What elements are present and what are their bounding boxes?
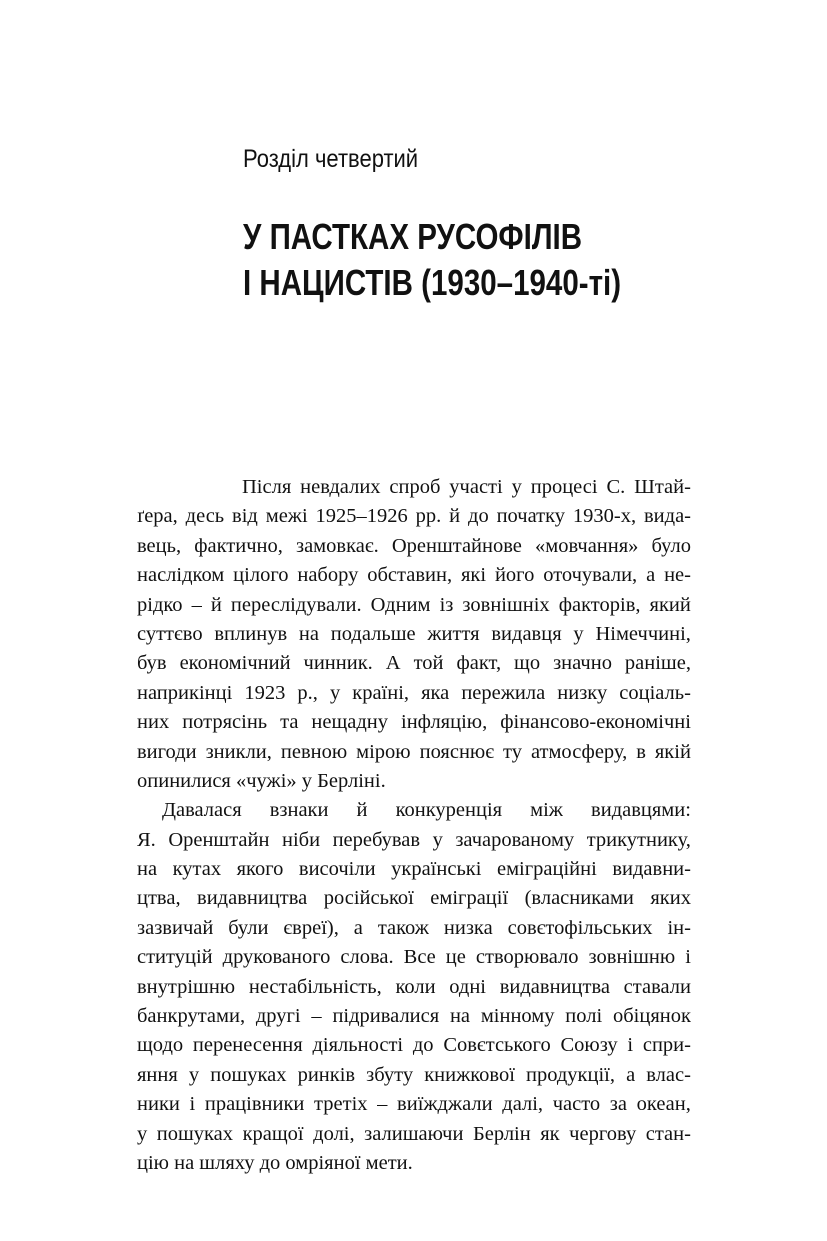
paragraph-line: зазвичай були євреї), а також низка совєтофільських ін- — [137, 916, 691, 939]
chapter-label: Розділ четвертий — [243, 145, 419, 173]
paragraph-line: Я. Оренштайн ніби перебував у зачарованому трикутнику, — [137, 828, 691, 851]
body-text — [137, 473, 691, 1178]
paragraph-line: вець, фактично, замовкає. Оренштайнове «мовчання» було — [137, 534, 691, 557]
paragraph-line: щодо перенесення діяльності до Совєтського Союзу і спри- — [137, 1034, 691, 1057]
paragraph-line: ституцій друкованого слова. Все це створювало зовнішню і — [137, 946, 691, 969]
paragraph-line: наслідком цілого набору обставин, які його оточували, а не- — [137, 564, 691, 587]
paragraph-line: цію на шляху до омріяної мети. — [137, 1151, 413, 1174]
chapter-title-line: У ПАСТКАХ РУСОФІЛІВ — [243, 216, 583, 257]
paragraph-line: внутрішню нестабільність, коли одні видавництва ставали — [137, 975, 691, 998]
paragraph-line: вигоди зникли, певною мірою пояснює ту атмосферу, в якій — [137, 740, 691, 763]
paragraph-line: цтва, видавництва російської еміграції (власниками яких — [137, 887, 691, 910]
paragraph-line: на кутах якого височіли українські еміграційні видавни- — [137, 858, 691, 881]
paragraph-line: Після невдалих спроб участі у процесі С. Штай- — [242, 476, 691, 498]
paragraph-line: наприкінці 1923 р., у країні, яка пережила низку соціаль- — [137, 681, 691, 704]
chapter-title — [243, 214, 621, 306]
paragraph-line: ники і працівники третіх – виїжджали далі, часто за океан, — [137, 1093, 691, 1116]
paragraph-line: рідко – й переслідували. Одним із зовнішніх факторів, який — [137, 593, 691, 616]
paragraph-line: них потрясінь та нещадну інфляцію, фінансово-економічні — [137, 711, 691, 734]
paragraph-line: був економічний чинник. А той факт, що значно раніше, — [137, 652, 691, 675]
paragraph-line: суттєво вплинув на подальше життя видавця у Німеччині, — [137, 622, 691, 645]
paragraph-line: яння у пошуках ринків збуту книжкової продукції, а влас- — [137, 1063, 691, 1086]
paragraph-line: ґера, десь від межі 1925–1926 рр. й до початку 1930-х, вида- — [137, 505, 691, 528]
paragraph-line: у пошуках кращої долі, залишаючи Берлін як чергову стан- — [137, 1122, 691, 1145]
paragraph-line: банкрутами, другі – підривалися на мінному полі обіцянок — [137, 1005, 691, 1028]
paragraph-line: Давалася взнаки й конкуренція між видавцями: — [162, 799, 691, 822]
paragraph-line: опинилися «чужі» у Берліні. — [137, 769, 386, 792]
chapter-title-line: І НАЦИСТІВ (1930–1940-ті) — [243, 262, 622, 303]
